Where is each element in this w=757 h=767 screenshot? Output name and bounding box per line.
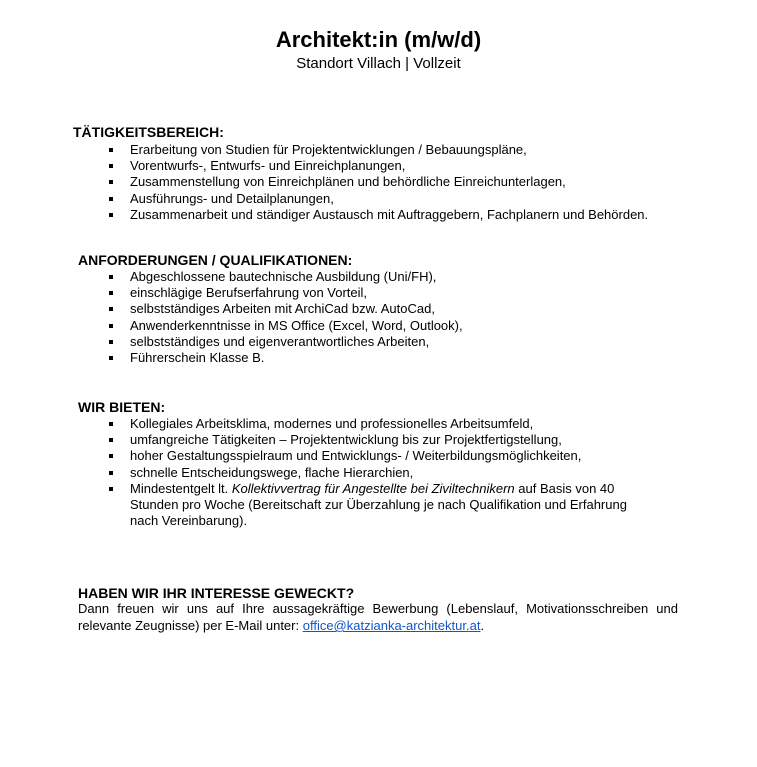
list-item-salary <box>108 481 640 530</box>
page-subtitle: Standort Villach | Vollzeit <box>296 55 461 72</box>
salary-suffix: auf Basis von 40 Stunden pro Woche (Bereitschaft zur Überzahlung je nach Qualifikation und Erfahrung nach Vereinbarung). <box>130 480 627 529</box>
list-item: selbstständiges und eigenverantwortliches Arbeiten, <box>108 334 463 350</box>
list-item: Kollegiales Arbeitsklima, modernes und professionelles Arbeitsumfeld, <box>108 416 668 432</box>
wir-bieten-list <box>108 416 668 529</box>
list-item: Ausführungs- und Detailplanungen, <box>108 191 648 207</box>
salary-prefix: Mindestentgelt lt. <box>130 480 232 496</box>
closing-period: . <box>480 618 485 633</box>
section-heading-taetigkeitsbereich: TÄTIGKEITSBEREICH: <box>73 124 224 140</box>
section-heading-interesse: HABEN WIR IHR INTERESSE GEWECKT? <box>78 585 355 601</box>
list-item: einschlägige Berufserfahrung von Vorteil, <box>108 285 463 301</box>
list-item: Erarbeitung von Studien für Projektentwicklungen / Bebauungspläne, <box>108 142 648 158</box>
email-link[interactable]: office@katzianka-architektur.at <box>302 618 481 633</box>
salary-collective-agreement: Kollektivvertrag für Angestellte bei Ziviltechnikern <box>231 480 515 496</box>
taetigkeitsbereich-list <box>108 142 648 223</box>
anforderungen-list <box>108 269 463 366</box>
page-title: Architekt:in (m/w/d) <box>275 27 482 52</box>
list-item: Zusammenstellung von Einreichplänen und behördliche Einreichunterlagen, <box>108 174 648 190</box>
list-item: Abgeschlossene bautechnische Ausbildung (Uni/FH), <box>108 269 463 285</box>
list-item: Führerschein Klasse B. <box>108 350 463 366</box>
list-item: umfangreiche Tätigkeiten – Projektentwicklung bis zur Projektfertigstellung, <box>108 432 668 448</box>
list-item: schnelle Entscheidungswege, flache Hierarchien, <box>108 465 668 481</box>
section-heading-wir-bieten: WIR BIETEN: <box>78 399 166 415</box>
closing-paragraph <box>78 600 678 634</box>
list-item: hoher Gestaltungsspielraum und Entwicklungs- / Weiterbildungsmöglichkeiten, <box>108 448 668 464</box>
list-item: Zusammenarbeit und ständiger Austausch mit Auftraggebern, Fachplanern und Behörden. <box>108 207 648 223</box>
list-item: Anwenderkenntnisse in MS Office (Excel, Word, Outlook), <box>108 318 463 334</box>
list-item: Vorentwurfs-, Entwurfs- und Einreichplanungen, <box>108 158 648 174</box>
section-heading-anforderungen: ANFORDERUNGEN / QUALIFIKATIONEN: <box>78 252 353 268</box>
closing-text: Dann freuen wir uns auf Ihre aussagekräftige Bewerbung (Lebenslauf, Motivationsschreiben und relevante Zeugnisse) per E-Mail unter: <box>78 601 678 633</box>
list-item: selbstständiges Arbeiten mit ArchiCad bzw. AutoCad, <box>108 301 463 317</box>
